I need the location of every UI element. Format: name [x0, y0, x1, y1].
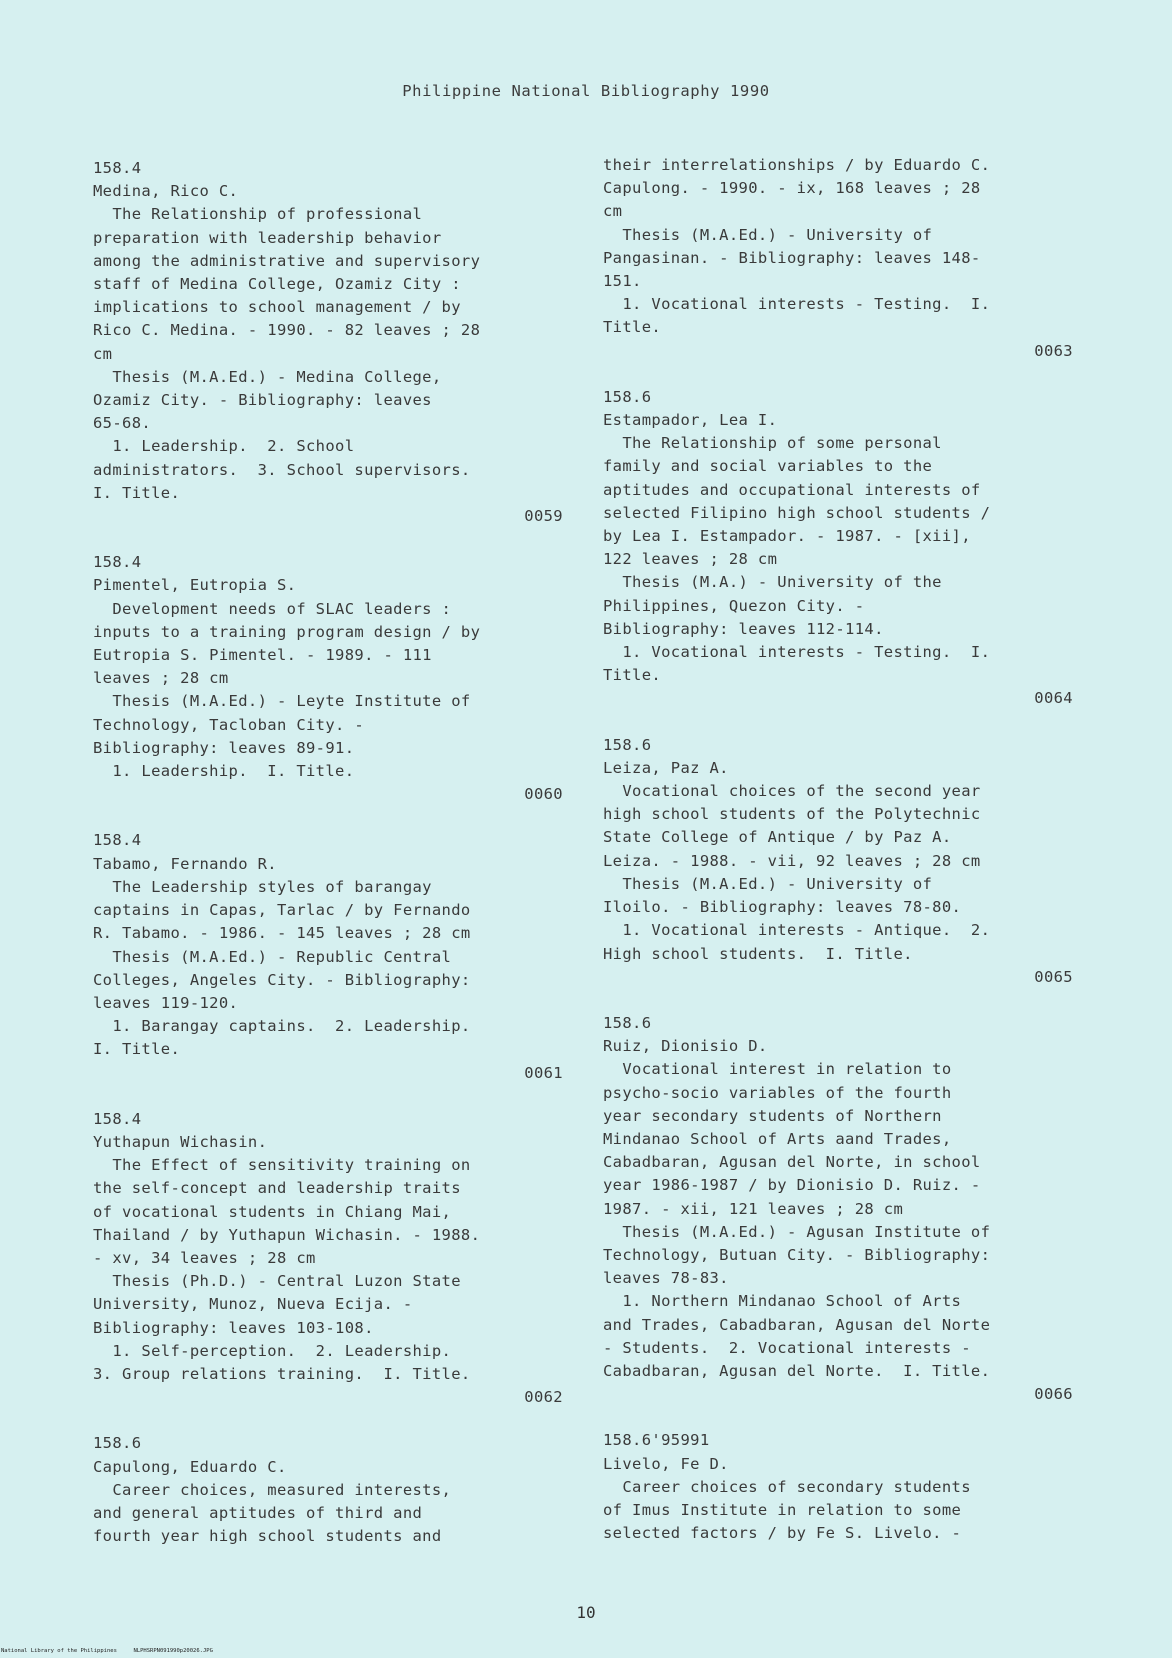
entry-line: selected factors / by Fe S. Livelo. -	[603, 1524, 962, 1543]
entry-number: 0062	[524, 1388, 563, 1407]
entry-line: Rico C. Medina. - 1990. - 82 leaves ; 28	[93, 321, 481, 340]
entry-line: of Imus Institute in relation to some	[603, 1500, 962, 1519]
entry-line: year 1986-1987 / by Dionisio D. Ruiz. -	[603, 1176, 981, 1195]
left-column	[93, 157, 563, 1571]
entry-line: Technology, Tacloban City. -	[93, 715, 365, 734]
entry-line: Leiza, Paz A.	[603, 758, 729, 777]
page-number: 10	[576, 1603, 596, 1622]
entry-line: Eutropia S. Pimentel. - 1989. - 111	[93, 646, 432, 665]
entry-line: Thesis (Ph.D.) - Central Luzon State	[93, 1272, 461, 1291]
entry-line: selected Filipino high school students /	[603, 503, 991, 522]
entry-line: the self-concept and leadership traits	[93, 1179, 461, 1198]
right-column	[603, 154, 1073, 1568]
entry-line: Vocational interest in relation to	[603, 1060, 952, 1079]
entry-line: Ozamiz City. - Bibliography: leaves	[93, 391, 432, 410]
entry-line: 158.6	[603, 735, 652, 754]
entry-line: 158.4	[93, 553, 142, 572]
bibliography-entry	[603, 1429, 1073, 1545]
entry-line: Career choices, measured interests,	[93, 1480, 452, 1499]
entry-line: Vocational choices of the second year	[603, 782, 981, 801]
entry-line: Cabadbaran, Agusan del Norte, in school	[603, 1153, 981, 1172]
entry-line: The Leadership styles of barangay	[93, 877, 432, 896]
entry-line: by Lea I. Estampador. - 1987. - [xii],	[603, 527, 971, 546]
entry-line: of vocational students in Chiang Mai,	[93, 1202, 452, 1221]
entry-line: I. Title.	[93, 483, 181, 502]
entry-line: Pimentel, Eutropia S.	[93, 576, 297, 595]
entry-line: aptitudes and occupational interests of	[603, 480, 981, 499]
entry-line: preparation with leadership behavior	[93, 228, 442, 247]
entry-line: Bibliography: leaves 112-114.	[603, 619, 884, 638]
entry-line: Pangasinan. - Bibliography: leaves 148-	[603, 248, 981, 267]
entry-line: Bibliography: leaves 103-108.	[93, 1318, 374, 1337]
entry-number: 0061	[524, 1063, 563, 1082]
entry-line: Bibliography: leaves 89-91.	[93, 738, 355, 757]
entry-number: 0060	[524, 785, 563, 804]
entry-line: 3. Group relations training. I. Title.	[93, 1364, 471, 1383]
entry-line: 122 leaves ; 28 cm	[603, 550, 778, 569]
bibliography-entry	[603, 734, 1073, 989]
entry-number: 0059	[524, 507, 563, 526]
entry-line: Thesis (M.A.Ed.) - Agusan Institute of	[603, 1222, 991, 1241]
entry-line: among the administrative and supervisory	[93, 251, 481, 270]
entry-line: 158.4	[93, 831, 142, 850]
entry-line: cm	[93, 344, 113, 363]
entry-line: Estampador, Lea I.	[603, 411, 778, 430]
entry-line: 1. Vocational interests - Testing. I.	[603, 643, 991, 662]
entry-line: 1. Barangay captains. 2. Leadership.	[93, 1017, 471, 1036]
entry-number: 0066	[1034, 1385, 1073, 1404]
footer-credit: National Library of the Philippines NLPHSRPN091990p20026.JPG	[1, 1648, 213, 1654]
entry-line: fourth year high school students and	[93, 1527, 442, 1546]
page-header: Philippine National Bibliography 1990	[402, 82, 770, 100]
entry-line: cm	[603, 202, 623, 221]
entry-line: Thailand / by Yuthapun Wichasin. - 1988.	[93, 1225, 481, 1244]
entry-line: 1. Leadership. I. Title.	[93, 762, 355, 781]
entry-line: and general aptitudes of third and	[93, 1503, 423, 1522]
entry-line: and Trades, Cabadbaran, Agusan del Norte	[603, 1315, 991, 1334]
entry-line: 158.6	[603, 387, 652, 406]
entry-line: The Relationship of professional	[93, 205, 423, 224]
entry-number: 0064	[1034, 689, 1073, 708]
entry-line: Title.	[603, 666, 662, 685]
bibliography-entry	[93, 157, 563, 528]
entry-line: Thesis (M.A.Ed.) - Leyte Institute of	[93, 692, 471, 711]
entry-line: 65-68.	[93, 414, 152, 433]
entry-line: Capulong, Eduardo C.	[93, 1457, 287, 1476]
entry-line: The Effect of sensitivity training on	[93, 1156, 471, 1175]
entry-line: Development needs of SLAC leaders :	[93, 599, 452, 618]
entry-line: implications to school management / by	[93, 298, 461, 317]
entry-line: Leiza. - 1988. - vii, 92 leaves ; 28 cm	[603, 851, 981, 870]
entry-line: psycho-socio variables of the fourth	[603, 1083, 952, 1102]
entry-line: Tabamo, Fernando R.	[93, 854, 277, 873]
entry-line: family and social variables to the	[603, 457, 933, 476]
entry-line: Ruiz, Dionisio D.	[603, 1037, 768, 1056]
bibliography-entry	[93, 1108, 563, 1410]
entry-line: 1. Vocational interests - Antique. 2.	[603, 921, 991, 940]
entry-line: - Students. 2. Vocational interests -	[603, 1338, 971, 1357]
bibliography-entry	[93, 551, 563, 806]
entry-line: Cabadbaran, Agusan del Norte. I. Title.	[603, 1361, 991, 1380]
entry-line: Colleges, Angeles City. - Bibliography:	[93, 970, 471, 989]
entry-line: leaves 119-120.	[93, 993, 239, 1012]
entry-line: Thesis (M.A.Ed.) - Republic Central	[93, 947, 452, 966]
entry-line: Thesis (M.A.Ed.) - University of	[603, 874, 933, 893]
entry-line: 151.	[603, 272, 642, 291]
entry-line: 1. Northern Mindanao School of Arts	[603, 1292, 962, 1311]
entry-line: Medina, Rico C.	[93, 182, 239, 201]
entry-line: I. Title.	[93, 1040, 181, 1059]
bibliography-entry	[603, 154, 1073, 363]
entry-line: 158.6	[603, 1013, 652, 1032]
entry-line: 158.4	[93, 159, 142, 177]
entry-line: year secondary students of Northern	[603, 1106, 942, 1125]
entry-line: inputs to a training program design / by	[93, 622, 481, 641]
entry-line: 1. Self-perception. 2. Leadership.	[93, 1341, 452, 1360]
entry-line: Mindanao School of Arts aand Trades,	[603, 1129, 952, 1148]
entry-line: University, Munoz, Nueva Ecija. -	[93, 1295, 413, 1314]
entry-number: 0063	[1034, 341, 1073, 360]
entry-line: leaves 78-83.	[603, 1269, 729, 1288]
entry-line: high school students of the Polytechnic	[603, 805, 981, 824]
entry-line: Thesis (M.A.Ed.) - University of	[603, 225, 933, 244]
entry-line: 1. Vocational interests - Testing. I.	[603, 295, 991, 314]
entry-line: - xv, 34 leaves ; 28 cm	[93, 1248, 316, 1267]
bibliography-entry	[93, 829, 563, 1084]
entry-line: State College of Antique / by Paz A.	[603, 828, 952, 847]
bibliography-entry	[603, 386, 1073, 711]
entry-line: High school students. I. Title.	[603, 944, 913, 963]
entry-line: Career choices of secondary students	[603, 1477, 971, 1496]
entry-line: Title.	[603, 318, 662, 337]
entry-line: Thesis (M.A.) - University of the	[603, 573, 942, 592]
entry-line: Livelo, Fe D.	[603, 1454, 729, 1473]
entry-line: 1. Leadership. 2. School	[93, 437, 355, 456]
entry-line: administrators. 3. School supervisors.	[93, 460, 471, 479]
entry-line: 1987. - xii, 121 leaves ; 28 cm	[603, 1199, 904, 1218]
entry-line: 158.6	[93, 1434, 142, 1453]
entry-line: captains in Capas, Tarlac / by Fernando	[93, 901, 471, 920]
entry-line: their interrelationships / by Eduardo C.	[603, 156, 991, 174]
bibliography-entry	[603, 1012, 1073, 1406]
entry-line: 158.4	[93, 1109, 142, 1128]
entry-line: staff of Medina College, Ozamiz City :	[93, 275, 461, 294]
entry-line: Thesis (M.A.Ed.) - Medina College,	[93, 367, 442, 386]
entry-line: Philippines, Quezon City. -	[603, 596, 865, 615]
entry-line: The Relationship of some personal	[603, 434, 942, 453]
entry-line: leaves ; 28 cm	[93, 669, 229, 688]
entry-line: R. Tabamo. - 1986. - 145 leaves ; 28 cm	[93, 924, 471, 943]
entry-line: Iloilo. - Bibliography: leaves 78-80.	[603, 898, 962, 917]
bibliography-entry	[93, 1432, 563, 1548]
entry-line: 158.6'95991	[603, 1431, 710, 1450]
entry-line: Technology, Butuan City. - Bibliography:	[603, 1245, 991, 1264]
entry-line: Capulong. - 1990. - ix, 168 leaves ; 28	[603, 179, 981, 198]
entry-line: Yuthapun Wichasin.	[93, 1132, 268, 1151]
entry-number: 0065	[1034, 967, 1073, 986]
